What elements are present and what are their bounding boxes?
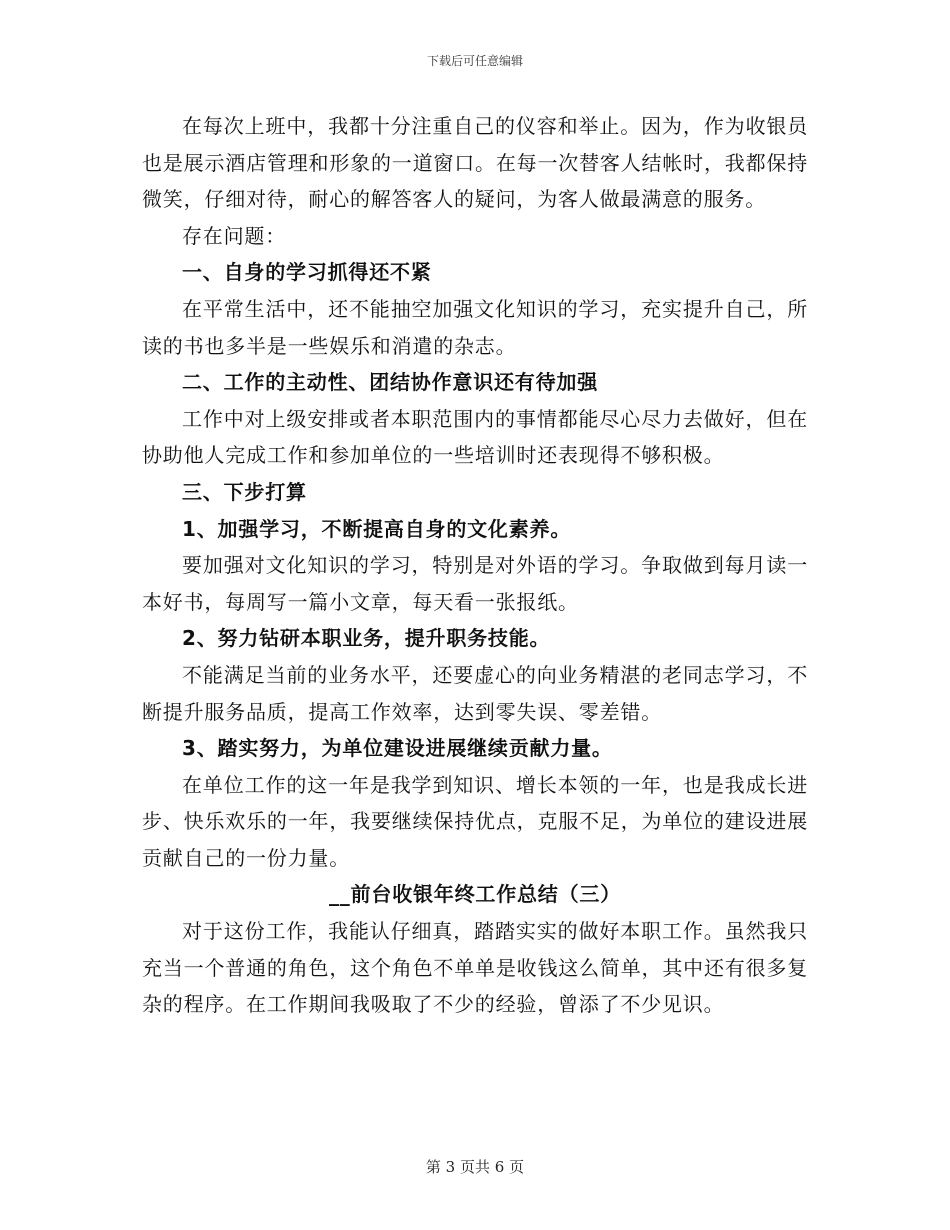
heading-next-plan: 三、下步打算 — [182, 479, 307, 504]
paragraph-summary-3-intro: 对于这份工作，我能认仔细真，踏踏实实的做好本职工作。虽然我只充当一个普通的角色，这个角色不单单是收钱这么简单，其中还有很多复杂的程序。在工作期间我吸取了不少的经验，曾添了不少见识。 — [142, 919, 808, 1017]
paragraph-problems-intro: 存在问题： — [182, 223, 286, 248]
paragraph-appearance: 在每次上班中，我都十分注重自己的仪容和举止。因为，作为收银员也是展示酒店管理和形象的一道窗口。在每一次替客人结帐时，我都保持微笑，仔细对待，耐心的解答客人的疑问，为客人做最满意的服务。 — [142, 114, 808, 212]
page-footer: 第 3 页共 6 页 — [425, 1158, 525, 1176]
page-header: 下载后可任意编辑 — [426, 54, 523, 68]
heading-plan-2: 2、努力钻研本职业务，提升职务技能。 — [182, 626, 551, 651]
section-title-summary-3: __前台收银年终工作总结（三） — [329, 882, 621, 907]
paragraph-plan-2: 不能满足当前的业务水平，还要虚心的向业务精湛的老同志学习，不断提升服务品质，提高工作效率，达到零失误、零差错。 — [142, 662, 808, 724]
paragraph-problem-2: 工作中对上级安排或者本职范围内的事情都能尽心尽力去做好，但在协助他人完成工作和参加单位的一些培训时还表现得不够积极。 — [142, 406, 808, 468]
heading-plan-1: 1、加强学习，不断提高自身的文化素养。 — [182, 516, 572, 541]
document-body — [142, 108, 808, 1023]
paragraph-plan-3: 在单位工作的这一年是我学到知识、增长本领的一年，也是我成长进步、快乐欢乐的一年，我要继续保持优点，克服不足，为单位的建设进展贡献自己的一份力量。 — [142, 772, 808, 870]
paragraph-problem-1: 在平常生活中，还不能抽空加强文化知识的学习，充实提升自己，所读的书也多半是一些娱乐和消遣的杂志。 — [142, 296, 808, 358]
heading-problem-2: 二、工作的主动性、团结协作意识还有待加强 — [182, 370, 598, 395]
paragraph-plan-1: 要加强对文化知识的学习，特别是对外语的学习。争取做到每月读一本好书，每周写一篇小文章，每天看一张报纸。 — [142, 553, 808, 614]
heading-problem-1: 一、自身的学习抓得还不紧 — [182, 260, 432, 285]
heading-plan-3: 3、踏实努力，为单位建设进展继续贡献力量。 — [182, 736, 613, 761]
